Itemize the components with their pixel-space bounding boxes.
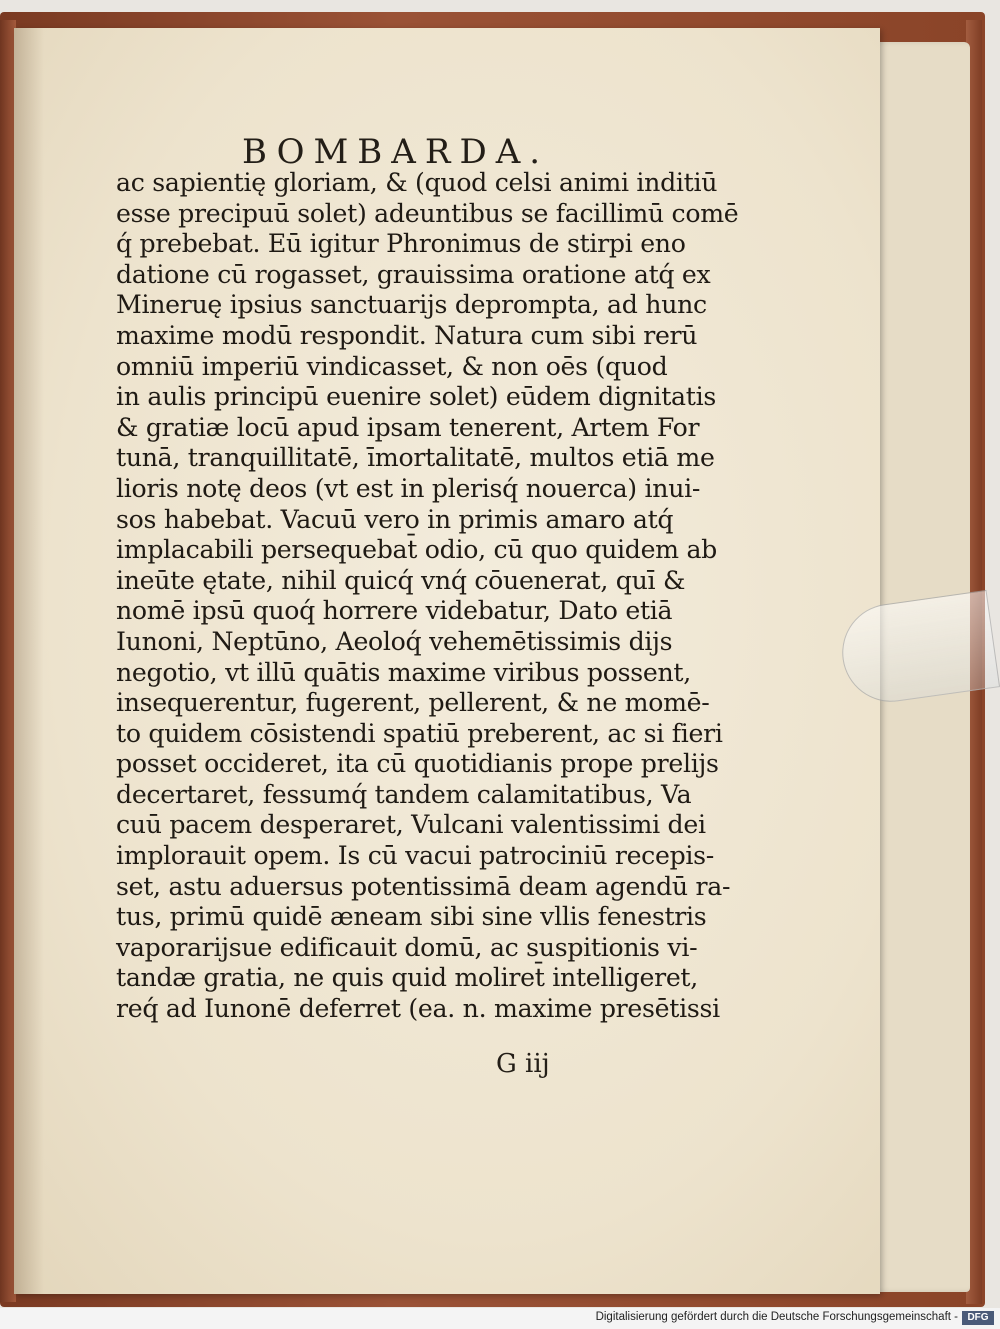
text-line: Mineruę ipsius sanctuarijs deprompta, ad hunc xyxy=(116,290,707,320)
text-line: implacabili persequebat̄ odio, cū quo quidem ab xyxy=(116,535,718,565)
text-line: esse precipuū solet) adeuntibus se facillimū comē xyxy=(116,198,739,228)
text-line: decertaret, fessumq́ tandem calamitatibus, Va xyxy=(116,779,692,809)
text-block xyxy=(116,168,739,1025)
dfg-logo: DFG xyxy=(962,1311,994,1325)
text-line: to quidem cōsistendi spatiū preberent, ac si fieri xyxy=(116,718,723,748)
text-line: set, astu aduersus potentissimā deam agendū ra- xyxy=(116,871,731,901)
footer-bar xyxy=(0,1308,1000,1329)
text-line: req́ ad Iunonē deferret (ea. n. maxime presētissi xyxy=(116,994,720,1024)
text-line: vaporarijsue edificauit domū, ac suspitionis vi- xyxy=(116,932,698,962)
text-line: q́ prebebat. Eū igitur Phronimus de stirpi eno xyxy=(116,229,686,259)
page-gutter xyxy=(14,28,44,1294)
text-line: nomē ipsū quoq́ horrere videbatur, Dato etiā xyxy=(116,596,673,626)
text-line: ac sapientię gloriam, & (quod celsi animi inditiū xyxy=(116,168,718,197)
text-line: datione cū rogasset, grauissima oratione atq́ ex xyxy=(116,259,711,289)
text-line: posset occideret, ita cū quotidianis prope prelijs xyxy=(116,749,719,779)
text-line: lioris notę deos (vt est in plerisq́ nouerca) inui- xyxy=(116,473,701,503)
book-page xyxy=(14,28,880,1294)
text-line: & gratiæ locū apud ipsam tenerent, Artem For xyxy=(116,412,700,442)
text-line: insequerentur, fugerent, pellerent, & ne momē- xyxy=(116,688,710,718)
text-line: cuū pacem desperaret, Vulcani valentissimi dei xyxy=(116,810,706,840)
text-line: in aulis principū euenire solet) eūdem dignitatis xyxy=(116,382,716,412)
signature-mark: G iij xyxy=(496,1049,550,1079)
text-line: Iunoni, Neptūno, Aeoloq́ vehemētissimis dijs xyxy=(116,626,673,656)
footer-credit: Digitalisierung gefördert durch die Deutsche Forschungsgemeinschaft - xyxy=(595,1311,958,1323)
text-line: sos habebat. Vacuū vero in primis amaro atq́ xyxy=(116,504,674,534)
text-line: implorauit opem. Is cū vacui patrociniū recepis- xyxy=(116,841,714,871)
text-line: maxime modū respondit. Natura cum sibi rerū xyxy=(116,320,698,350)
text-line: tunā, tranquillitatē, īmortalitatē, multos etiā me xyxy=(116,443,715,473)
text-line: negotio, vt illū quātis maxime viribus possent, xyxy=(116,657,691,687)
running-head: BOMBARDA. xyxy=(242,132,550,172)
text-line: tus, primū quidē æneam sibi sine vllis fenestris xyxy=(116,902,707,932)
text-line: tandæ gratia, ne quis quid moliret̄ intelligeret, xyxy=(116,963,698,993)
text-line: ineūte ętate, nihil quicq́ vnq́ cōuenerat, quī & xyxy=(116,565,686,595)
text-line: omniū imperiū vindicasset, & non oēs (quod xyxy=(116,351,668,381)
